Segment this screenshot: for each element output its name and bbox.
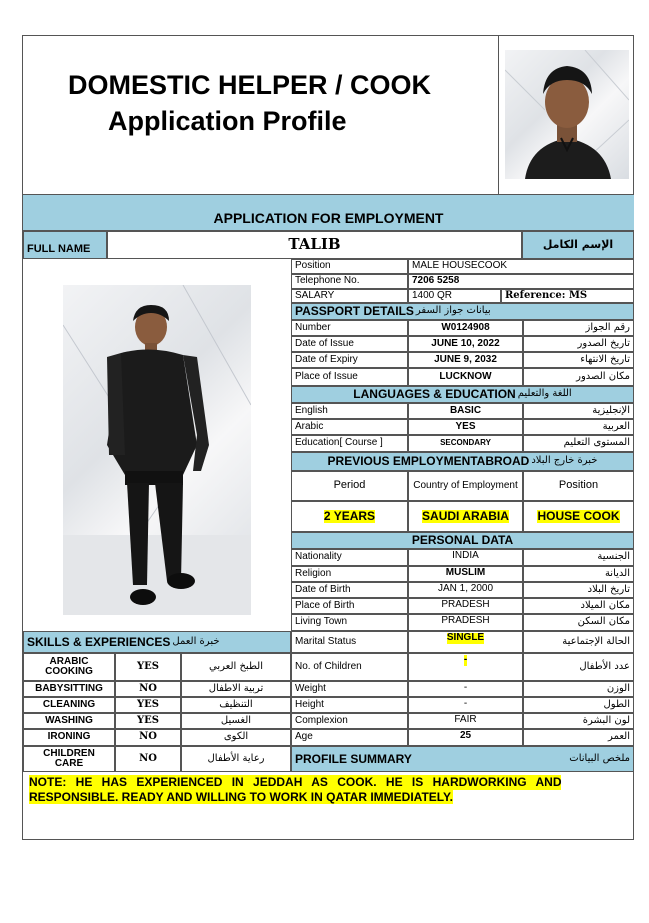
personal-row-value-cell <box>408 681 523 697</box>
personal-row-value-cell <box>408 598 523 614</box>
personal-row-value-cell <box>408 713 523 729</box>
summary-title-ar: ملخص البيانات <box>569 752 630 764</box>
employment-country-cell <box>408 501 523 532</box>
personal-row-label-ar: الديانة <box>523 566 634 582</box>
personal-row-label: Marital Status <box>291 631 408 653</box>
skill-row-label-ar: التنظيف <box>181 697 291 713</box>
skill-row-label <box>23 681 115 697</box>
personal-row-label-ar: عدد الأطفال <box>523 653 634 681</box>
skill-row-label-ar: الغسيل <box>181 713 291 729</box>
employment-title-ar: خبرة خارج البلاد <box>531 455 598 467</box>
passport-row-label: Number <box>291 320 408 336</box>
skill-row-label-text: BABYSITTING <box>35 682 103 694</box>
personal-row-value: INDIA <box>452 550 479 561</box>
skill-row-label <box>23 653 115 681</box>
personal-row-value-cell <box>408 566 523 582</box>
personal-row-label: Weight <box>291 681 408 697</box>
passport-row-label-ar: مكان الصدور <box>523 368 634 386</box>
personal-row-label-ar: مكان الميلاد <box>523 598 634 614</box>
language-row-label-ar: المستوى التعليم <box>523 435 634 452</box>
personal-row-label-ar: الطول <box>523 697 634 713</box>
personal-row-label: Living Town <box>291 614 408 631</box>
personal-row-value-cell <box>408 653 523 681</box>
salary-value: 1400 QR <box>408 289 501 303</box>
skill-row-label-text: IRONING <box>47 731 91 743</box>
employment-position: HOUSE COOK <box>537 509 620 524</box>
skill-row-label-text: CHILDREN CARE <box>43 747 95 769</box>
profile-note-line2: RESPONSIBLE. READY AND WILLING TO WORK IN QATAR IMMEDIATELY. <box>29 790 454 804</box>
passport-title: PASSPORT DETAILS <box>295 304 414 319</box>
profile-note <box>29 775 631 805</box>
skill-row-value: YES <box>115 653 181 681</box>
personal-row-value-cell <box>408 582 523 598</box>
skill-row-label <box>23 729 115 746</box>
skill-row-label-ar: الكوى <box>181 729 291 746</box>
employment-col-country <box>408 471 523 501</box>
language-row-label-ar: العربية <box>523 419 634 435</box>
telephone-value: 7206 5258 <box>408 274 634 289</box>
passport-row-label-ar: تاريخ الانتهاء <box>523 352 634 368</box>
personal-row-label: Age <box>291 729 408 746</box>
personal-row-value: - <box>463 698 468 709</box>
full-body-photo <box>63 285 251 615</box>
skill-row-label-ar: رعاية الأطفال <box>181 746 291 772</box>
skill-row-label-ar: تربية الاطفال <box>181 681 291 697</box>
skill-row-label-text: WASHING <box>45 714 93 726</box>
personal-row-value: - <box>463 654 468 665</box>
summary-title: PROFILE SUMMARY <box>295 751 412 766</box>
languages-title-ar: اللغة والتعليم <box>517 388 572 400</box>
reference-code: Reference: MS <box>501 289 634 303</box>
personal-row-value-cell <box>408 549 523 566</box>
employment-position-cell <box>523 501 634 532</box>
personal-row-value: - <box>463 682 468 693</box>
passport-row-label: Date of Issue <box>291 336 408 352</box>
employment-title: PREVIOUS EMPLOYMENTABROAD <box>327 454 530 469</box>
personal-section-header <box>291 532 634 549</box>
employment-country: SAUDI ARABIA <box>422 509 509 524</box>
banner-title: APPLICATION FOR EMPLOYMENT <box>213 210 444 226</box>
employment-col-position: Position <box>523 471 634 501</box>
personal-row-label-ar: الوزن <box>523 681 634 697</box>
telephone-label: Telephone No. <box>291 274 408 289</box>
language-row-label: Education[ Course ] <box>291 435 408 452</box>
personal-row-label: Height <box>291 697 408 713</box>
position-value: MALE HOUSECOOK <box>408 259 634 274</box>
personal-row-value: FAIR <box>454 714 477 725</box>
personal-row-value: MUSLIM <box>445 567 486 578</box>
personal-row-value-cell <box>408 614 523 631</box>
employment-period: 2 YEARS <box>323 509 376 524</box>
skill-row-value: YES <box>115 713 181 729</box>
skill-row-value: YES <box>115 697 181 713</box>
personal-row-label: No. of Children <box>291 653 408 681</box>
employment-col-period: Period <box>291 471 408 501</box>
personal-row-value: SINGLE <box>446 632 485 643</box>
full-name-value: TALIB <box>107 231 522 259</box>
passport-title-ar: بيانات جواز السفر <box>415 305 491 317</box>
employment-period-cell <box>291 501 408 532</box>
language-row-label: Arabic <box>291 419 408 435</box>
language-row-label: English <box>291 403 408 419</box>
personal-row-value-cell <box>408 697 523 713</box>
personal-row-value: PRADESH <box>441 615 490 626</box>
skill-row-label <box>23 746 115 772</box>
skill-row-label <box>23 697 115 713</box>
passport-row-value: JUNE 9, 2032 <box>408 352 523 368</box>
skills-title-ar: خبرة العمل <box>172 635 220 647</box>
profile-note-line1: NOTE: HE HAS EXPERIENCED IN JEDDAH AS COOK. HE IS HARDWORKING AND <box>29 775 562 789</box>
language-row-value: YES <box>408 419 523 435</box>
personal-row-label-ar: تاريخ البلاد <box>523 582 634 598</box>
personal-row-label: Complexion <box>291 713 408 729</box>
passport-row-value: JUNE 10, 2022 <box>408 336 523 352</box>
passport-row-value: LUCKNOW <box>408 368 523 386</box>
personal-title: PERSONAL DATA <box>411 533 514 548</box>
language-row-value: BASIC <box>408 403 523 419</box>
personal-row-label-ar: مكان السكن <box>523 614 634 631</box>
personal-row-value: JAN 1, 2000 <box>437 583 494 594</box>
passport-row-label-ar: رقم الجواز <box>523 320 634 336</box>
passport-section-header <box>291 303 634 320</box>
language-row-label-ar: الإنجليزية <box>523 403 634 419</box>
passport-row-label-ar: تاريخ الصدور <box>523 336 634 352</box>
personal-row-label-ar: الجنسية <box>523 549 634 566</box>
passport-row-label: Date of Expiry <box>291 352 408 368</box>
skills-title: SKILLS & EXPERIENCES <box>27 634 171 649</box>
skill-row-label-ar: الطبخ العربي <box>181 653 291 681</box>
document-subtitle: Application Profile <box>108 106 347 136</box>
personal-row-value: 25 <box>459 730 472 741</box>
employment-col-country-text: Country of Employment <box>413 479 518 491</box>
personal-row-value-cell <box>408 631 523 653</box>
skill-row-value: NO <box>115 746 181 772</box>
languages-title: LANGUAGES & EDUCATION <box>353 387 516 402</box>
language-row-value: SECONDARY <box>408 435 523 452</box>
skill-row-label-text: CLEANING <box>42 698 96 710</box>
personal-row-label: Religion <box>291 566 408 582</box>
personal-row-value: PRADESH <box>441 599 490 610</box>
personal-row-label-ar: العمر <box>523 729 634 746</box>
personal-row-label: Date of Birth <box>291 582 408 598</box>
skill-row-value: NO <box>115 729 181 746</box>
skills-section-header <box>23 631 291 653</box>
personal-row-label: Nationality <box>291 549 408 566</box>
skill-row-value: NO <box>115 681 181 697</box>
languages-section-header <box>291 386 634 403</box>
headshot-photo <box>505 50 629 179</box>
salary-label: SALARY <box>291 289 408 303</box>
document-title: DOMESTIC HELPER / COOK <box>68 70 432 100</box>
full-name-label-ar: الإسم الكامل <box>522 231 634 259</box>
full-name-label: FULL NAME <box>23 231 107 259</box>
personal-row-label: Place of Birth <box>291 598 408 614</box>
personal-row-label-ar: الحالة الإجتماعية <box>523 631 634 653</box>
passport-row-value: W0124908 <box>408 320 523 336</box>
summary-section-header <box>291 746 634 772</box>
passport-row-label: Place of Issue <box>291 368 408 386</box>
skill-row-label-text: ARABIC COOKING <box>45 655 93 677</box>
skill-row-label <box>23 713 115 729</box>
position-label: Position <box>291 259 408 274</box>
personal-row-label-ar: لون البشرة <box>523 713 634 729</box>
employment-section-header <box>291 452 634 471</box>
personal-row-value-cell <box>408 729 523 746</box>
